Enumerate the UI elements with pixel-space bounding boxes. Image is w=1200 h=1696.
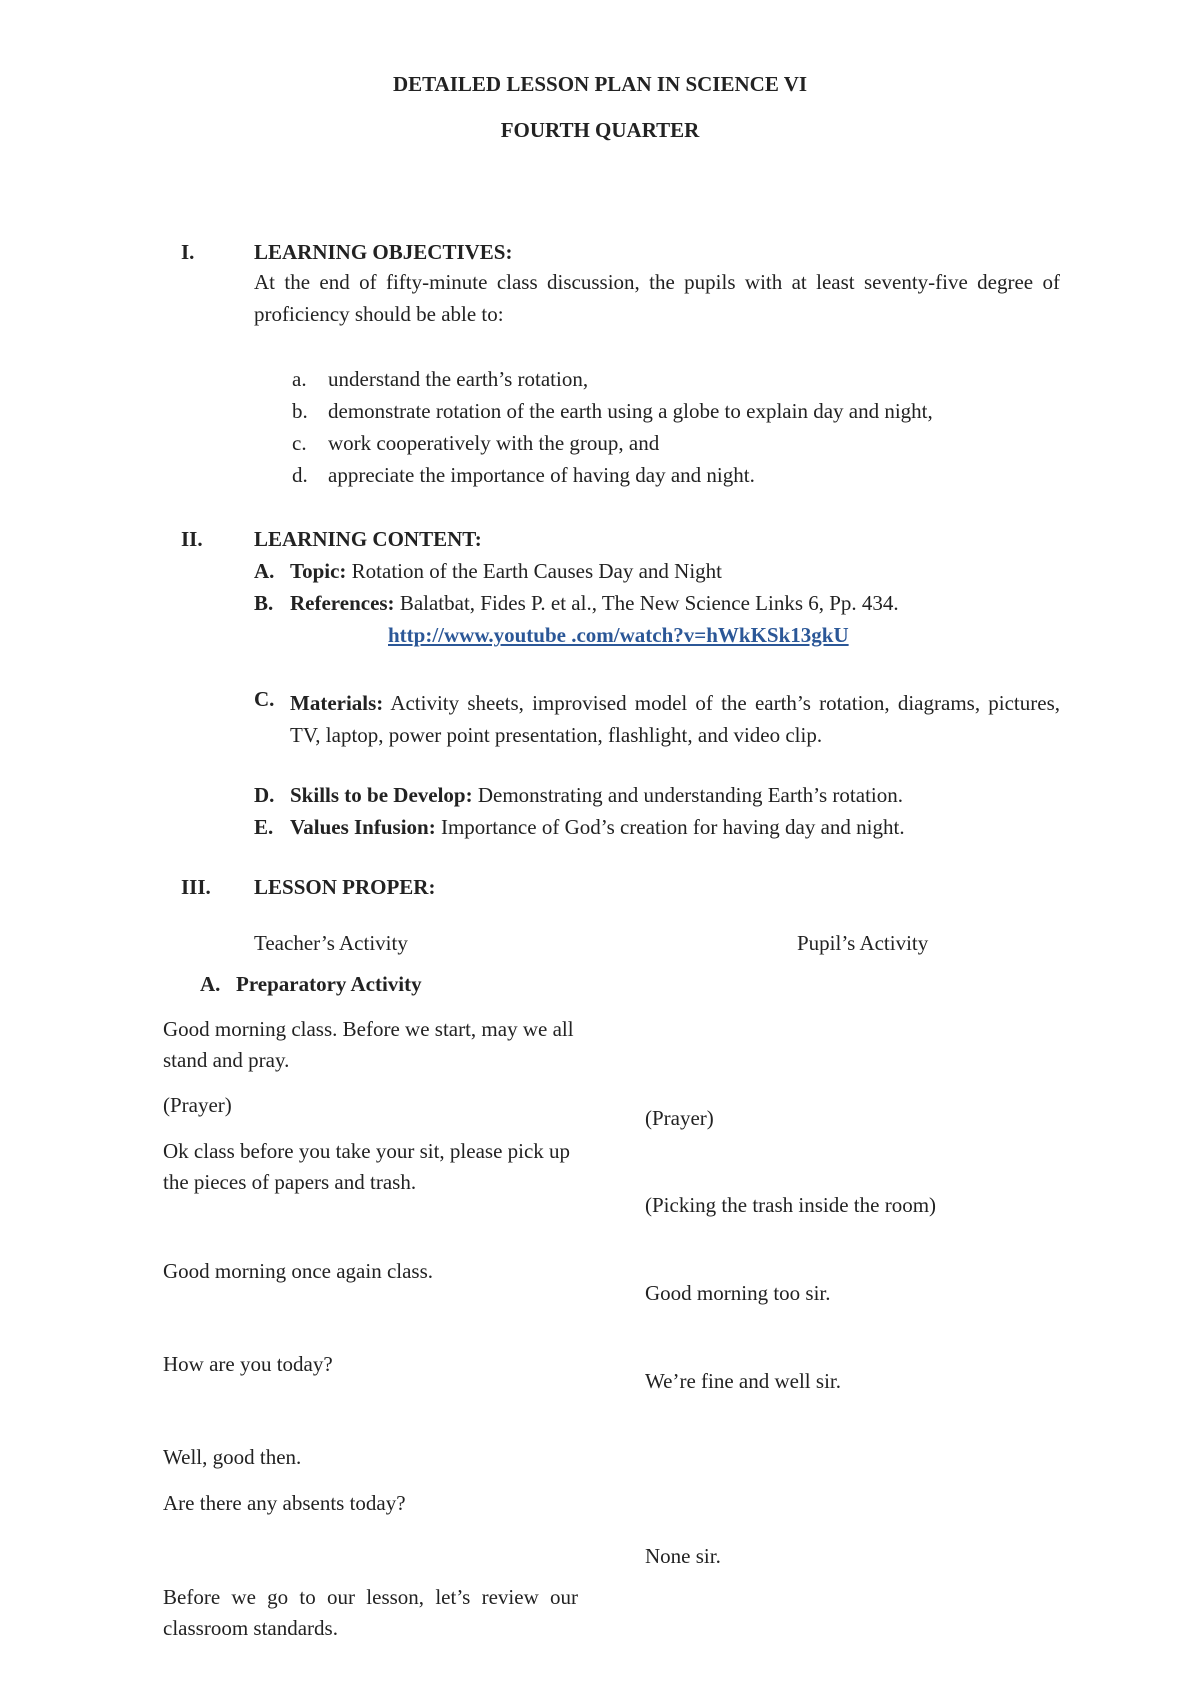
content-label: Values Infusion: xyxy=(290,815,436,839)
content-marker: C. xyxy=(254,687,275,711)
content-label: Materials: xyxy=(290,691,384,715)
teacher-line: Good morning class. Before we start, may we all stand and pray. xyxy=(163,1017,574,1072)
content-item-values xyxy=(254,815,905,840)
teacher-line: Ok class before you take your sit, please pick up the pieces of papers and trash. xyxy=(163,1139,571,1194)
content-text: Balatbat, Fides P. et al., The New Science Links 6, Pp. 434. xyxy=(394,591,899,615)
pupil-line: (Prayer) xyxy=(645,1106,714,1130)
materials-paragraph xyxy=(290,687,1060,751)
objective-text: demonstrate rotation of the earth using a globe to explain day and night, xyxy=(328,399,933,423)
content-label: References: xyxy=(290,591,395,615)
teacher-line: Are there any absents today? xyxy=(163,1491,406,1515)
content-text: Demonstrating and understanding Earth’s rotation. xyxy=(472,783,904,807)
teacher-line: Well, good then. xyxy=(163,1445,302,1469)
objectives-intro: At the end of fifty-minute class discussion, the pupils with at least seventy-five degree of proficiency should be able to: xyxy=(254,270,1060,326)
objective-marker: d. xyxy=(292,463,308,487)
teacher-line: (Prayer) xyxy=(163,1093,232,1117)
content-marker: D. xyxy=(254,783,275,807)
pupil-activity-header: Pupil’s Activity xyxy=(797,931,929,955)
section-2-title: LEARNING CONTENT: xyxy=(254,527,482,551)
content-label: Topic: xyxy=(290,559,347,583)
preparatory-activity-heading xyxy=(200,972,422,997)
teacher-line: Good morning once again class. xyxy=(163,1259,434,1283)
subsection-title: Preparatory Activity xyxy=(236,972,422,996)
content-item-materials xyxy=(254,687,1060,751)
section-1-number: I. xyxy=(181,240,195,264)
pupil-line: Good morning too sir. xyxy=(645,1281,831,1305)
pupil-line: We’re fine and well sir. xyxy=(645,1369,841,1393)
reference-video-link[interactable]: http://www.youtube .com/watch?v=hWkKSk13gkU xyxy=(388,623,849,647)
objective-text: work cooperatively with the group, and xyxy=(328,431,660,455)
content-marker: E. xyxy=(254,815,274,839)
pupil-line: (Picking the trash inside the room) xyxy=(645,1193,937,1217)
objective-marker: c. xyxy=(292,431,307,455)
document-title: DETAILED LESSON PLAN IN SCIENCE VI xyxy=(392,72,808,96)
objective-marker: a. xyxy=(292,367,307,391)
content-marker: B. xyxy=(254,591,274,615)
teacher-activity-header: Teacher’s Activity xyxy=(254,931,408,955)
section-1-title: LEARNING OBJECTIVES: xyxy=(254,240,513,264)
content-text: Importance of God’s creation for having day and night. xyxy=(435,815,905,839)
objective-item xyxy=(292,399,933,424)
content-item-references xyxy=(254,591,899,616)
document-subtitle: FOURTH QUARTER xyxy=(500,118,700,142)
content-label: Skills to be Develop: xyxy=(290,783,473,807)
teacher-line: Before we go to our lesson, let’s review our classroom standards. xyxy=(163,1585,578,1640)
objective-item xyxy=(292,431,659,456)
section-3-number: III. xyxy=(181,875,211,899)
objective-item xyxy=(292,463,755,488)
content-item-topic xyxy=(254,559,722,584)
content-text: Activity sheets, improvised model of the earth’s rotation, diagrams, pictures, TV, laptop, power point presentation, flashlight, and video clip. xyxy=(290,691,1060,747)
subsection-marker: A. xyxy=(200,972,221,996)
objective-item xyxy=(292,367,588,392)
content-marker: A. xyxy=(254,559,275,583)
teacher-line: How are you today? xyxy=(163,1352,333,1376)
section-3-title: LESSON PROPER: xyxy=(254,875,436,899)
objective-text: understand the earth’s rotation, xyxy=(328,367,589,391)
content-item-skills xyxy=(254,783,903,808)
objective-text: appreciate the importance of having day and night. xyxy=(328,463,755,487)
content-text: Rotation of the Earth Causes Day and Night xyxy=(346,559,723,583)
objective-marker: b. xyxy=(292,399,308,423)
section-2-number: II. xyxy=(181,527,203,551)
pupil-line: None sir. xyxy=(645,1544,721,1568)
